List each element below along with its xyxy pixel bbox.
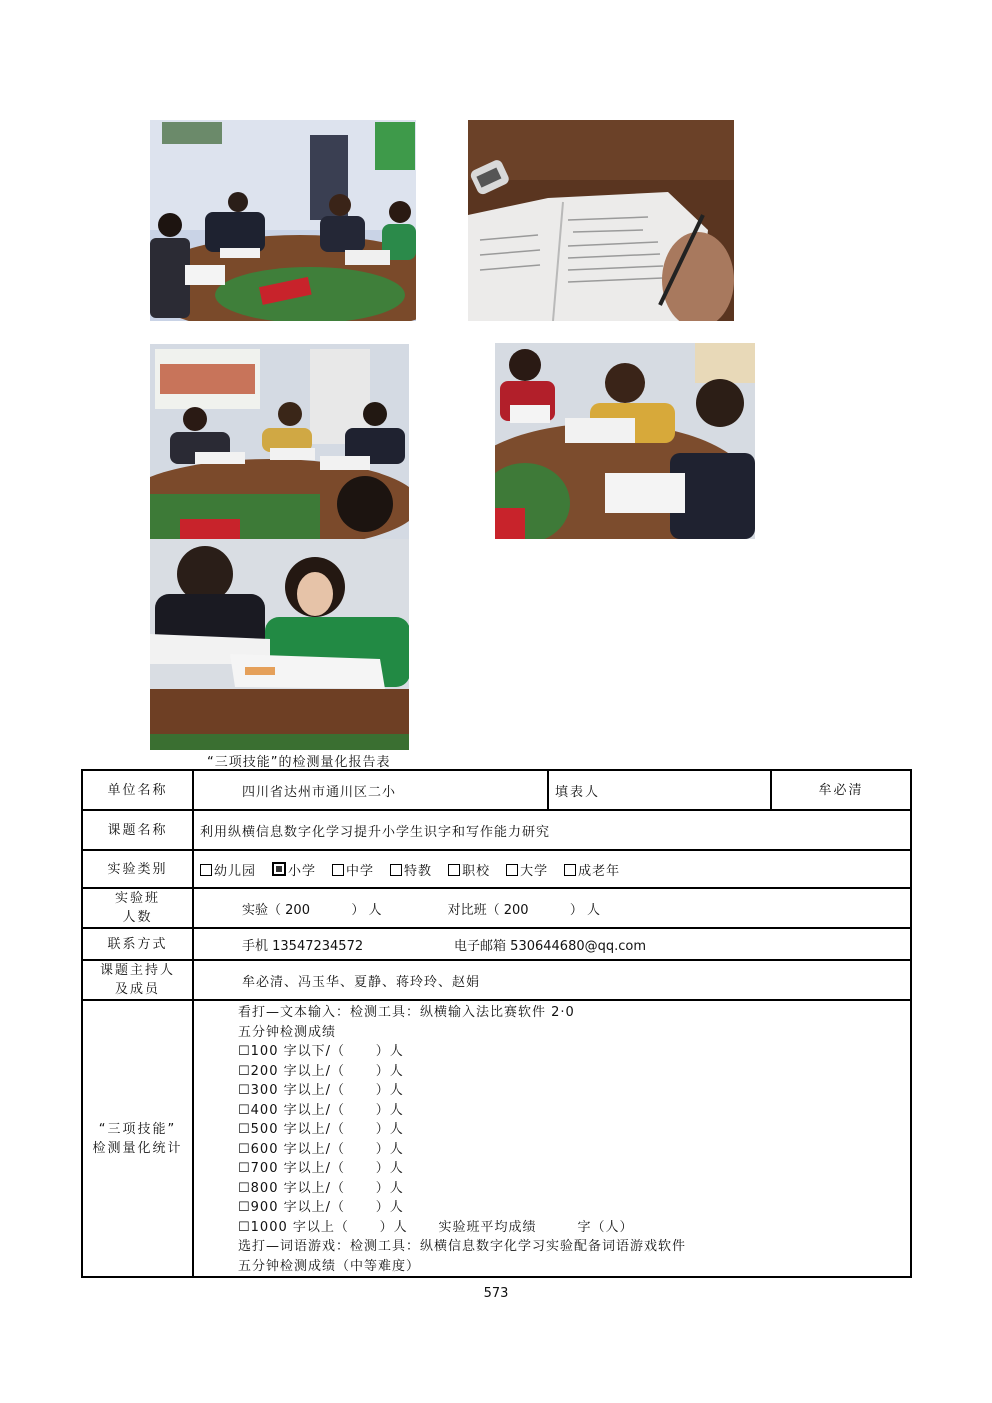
- members-value: 牟必清、冯玉华、夏静、蒋玲玲、赵娟: [193, 960, 911, 1000]
- class-size-label-line2: 人数: [122, 910, 153, 925]
- stats-line: ☐600 字以上/（ ）人: [238, 1141, 404, 1157]
- ctrl-suffix: ） 人: [569, 902, 601, 918]
- category-option: [272, 860, 316, 879]
- members-label-line1: 课题主持人: [99, 963, 175, 978]
- category-option-label: 成老年: [578, 863, 621, 879]
- topic-label: 课题名称: [82, 810, 193, 850]
- stats-content: [193, 1000, 911, 1277]
- stats-line: ☐100 字以下/（ ）人: [238, 1044, 404, 1059]
- ctrl-prefix: 对比班（: [447, 902, 500, 918]
- category-option: [390, 860, 432, 879]
- stats-line: 五分钟检测成绩（中等难度）: [238, 1258, 421, 1274]
- photo-teachers-reading: [150, 344, 409, 539]
- row-unit: [82, 770, 911, 810]
- checkbox-icon[interactable]: [448, 864, 460, 876]
- category-option: [200, 860, 256, 879]
- row-contact: [82, 928, 911, 960]
- stats-line: 五分钟检测成绩: [238, 1024, 337, 1040]
- report-table: [81, 769, 912, 1278]
- email-text: 电子邮箱 530644680@qq.com: [454, 938, 647, 954]
- stats-line: ☐200 字以上/（ ）人: [238, 1063, 404, 1079]
- category-option-label: 幼儿园: [214, 863, 257, 879]
- exp-value: 200: [285, 902, 310, 918]
- row-class-size: [82, 888, 911, 928]
- row-members: [82, 960, 911, 1000]
- contact-values: [193, 928, 911, 960]
- row-category: [82, 850, 911, 888]
- class-size-values: [193, 888, 911, 928]
- checkbox-icon[interactable]: [200, 864, 212, 876]
- members-label-line2: 及成员: [114, 982, 160, 997]
- stats-line: ☐400 字以上/（ ）人: [238, 1102, 404, 1118]
- contact-label: 联系方式: [82, 928, 193, 960]
- category-option: [506, 860, 548, 879]
- stats-line: ☐1000 字以上（ ）人 实验班平均成绩 字（人）: [238, 1219, 634, 1235]
- unit-label: 单位名称: [82, 770, 193, 810]
- page-number: 573: [483, 1286, 509, 1301]
- category-option-label: 中学: [346, 863, 375, 879]
- category-option: [448, 860, 490, 879]
- members-label: [82, 960, 193, 1000]
- phone-text: 手机 13547234572: [242, 938, 364, 954]
- checkbox-icon[interactable]: [390, 864, 402, 876]
- photo-teachers-table: [495, 343, 755, 539]
- stats-line: ☐500 字以上/（ ）人: [238, 1122, 404, 1137]
- stats-line: ☐700 字以上/（ ）人: [238, 1161, 404, 1176]
- category-option-label: 特教: [404, 863, 433, 879]
- stats-label-line2: 检测量化统计: [92, 1140, 183, 1156]
- checkbox-icon[interactable]: [332, 864, 344, 876]
- checked-box-icon[interactable]: [272, 862, 286, 876]
- category-label: 实验类别: [82, 850, 193, 888]
- checkbox-icon[interactable]: [506, 864, 518, 876]
- stats-label-line1: “三项技能”: [98, 1121, 177, 1137]
- category-option-label: 大学: [520, 863, 549, 879]
- stats-line: ☐300 字以上/（ ）人: [238, 1083, 404, 1098]
- checkbox-icon[interactable]: [564, 864, 576, 876]
- category-option: [332, 860, 374, 879]
- class-size-label: [82, 888, 193, 928]
- stats-line: 看打—文本输入：检测工具：纵横输入法比赛软件 2·0: [238, 1005, 575, 1020]
- category-options: [193, 850, 911, 888]
- exp-prefix: 实验（: [242, 902, 282, 918]
- filler-label: 填表人: [548, 770, 771, 810]
- class-size-label-line1: 实验班: [114, 891, 160, 906]
- stats-line: 选打—词语游戏：检测工具：纵横信息数字化学习实验配备词语游戏软件: [238, 1239, 687, 1254]
- unit-value: 四川省达州市通川区二小: [193, 770, 548, 810]
- ctrl-value: 200: [503, 902, 529, 918]
- filler-value: 牟必清: [771, 770, 911, 810]
- photo-two-teachers: [150, 539, 409, 750]
- row-stats: [82, 1000, 911, 1277]
- exp-suffix: ） 人: [351, 902, 382, 918]
- category-option: [564, 860, 620, 879]
- row-topic: [82, 810, 911, 850]
- stats-line: ☐800 字以上/（ ）人: [238, 1180, 404, 1196]
- stats-line: ☐900 字以上/（ ）人: [238, 1200, 404, 1215]
- topic-value: 利用纵横信息数字化学习提升小学生识字和写作能力研究: [193, 810, 911, 850]
- category-option-label: 小学: [288, 863, 317, 879]
- category-option-label: 职校: [462, 863, 491, 879]
- photo-meeting-room: [150, 120, 416, 321]
- stats-lines: [200, 1001, 904, 1276]
- photo-book-closeup: [468, 120, 734, 321]
- stats-label: [82, 1000, 193, 1277]
- table-caption: “三项技能”的检测量化报告表: [207, 755, 391, 770]
